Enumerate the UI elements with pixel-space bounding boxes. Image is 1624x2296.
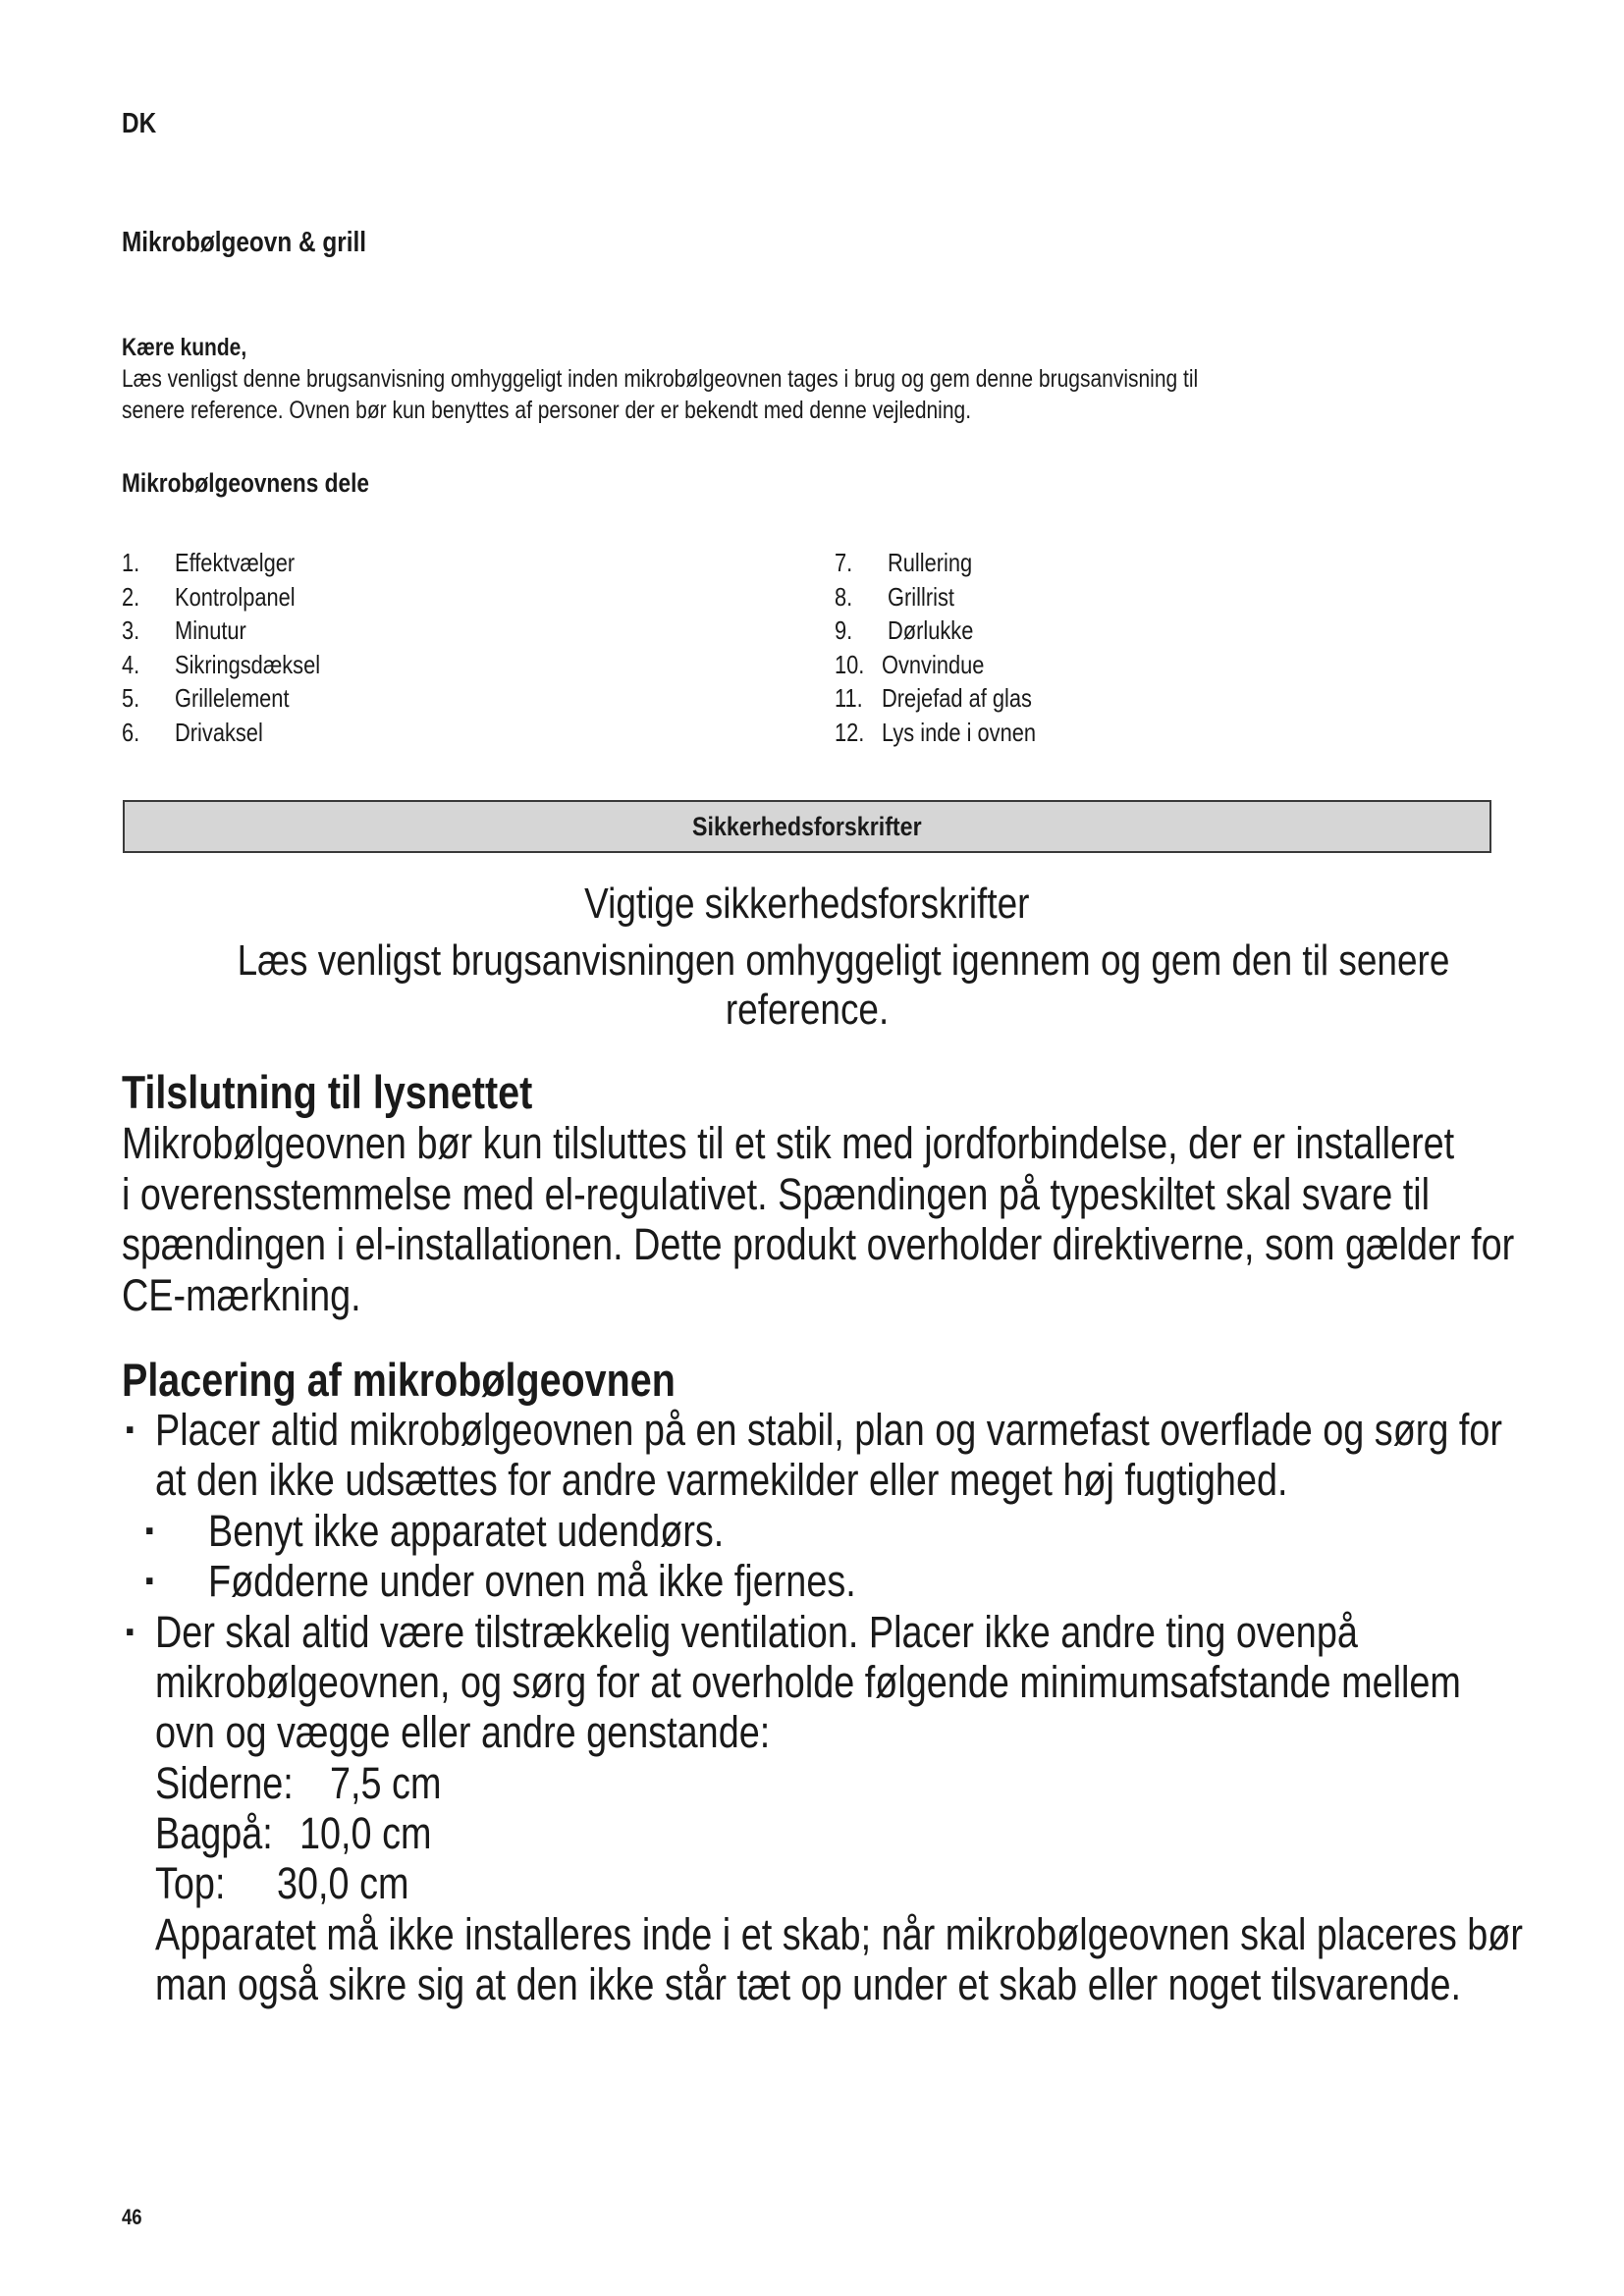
connection-line: spændingen i el-installationen. Dette produkt overholder direktiverne, som gælder for — [122, 1219, 1515, 1269]
connection-line: CE-mærkning. — [122, 1270, 361, 1320]
distance-label: Bagpå: — [155, 1808, 273, 1858]
distance-value: 7,5 cm — [330, 1758, 442, 1808]
item-label: Grillrist — [888, 581, 954, 612]
item-number: 12. — [835, 717, 865, 747]
intro-line: senere reference. Ovnen bør kun benyttes af personer der er bekendt med denne vejledning. — [122, 397, 972, 424]
item-label: Ovnvindue — [882, 649, 985, 679]
connection-line: Mikrobølgeovnen bør kun tilsluttes til et stik med jordforbindelse, der er installeret — [122, 1118, 1455, 1168]
list-item — [122, 580, 711, 614]
distance-value: 10,0 cm — [299, 1808, 432, 1858]
item-number: 3. — [122, 615, 140, 645]
list-item — [122, 614, 711, 648]
list-item — [835, 648, 1424, 682]
distance-label: Top: — [155, 1858, 226, 1908]
item-label: Lys inde i ovnen — [882, 717, 1037, 747]
bullet-marker: · — [124, 1405, 138, 1455]
item-label: Grillelement — [175, 683, 290, 713]
list-item — [122, 546, 711, 580]
item-label: Minutur — [175, 615, 246, 645]
parts-list-right — [835, 546, 1424, 749]
item-number: 11. — [835, 683, 863, 713]
bullet-marker: · — [143, 1506, 158, 1556]
list-item — [835, 580, 1424, 614]
bullet-text: Placer altid mikrobølgeovnen på en stabil, plan og varmefast overflade og sørg for — [155, 1405, 1503, 1455]
item-number: 6. — [122, 717, 140, 747]
item-label: Sikringsdæksel — [175, 649, 321, 679]
item-number: 7. — [835, 548, 853, 577]
item-label: Drivaksel — [175, 717, 263, 747]
list-item — [835, 716, 1424, 750]
important-title: Vigtige sikkerhedsforskrifter — [584, 880, 1030, 928]
list-item — [835, 614, 1424, 648]
closing-line: Apparatet må ikke installeres inde i et skab; når mikrobølgeovnen skal placeres bør — [155, 1909, 1523, 1959]
item-number: 4. — [122, 649, 140, 679]
bullet-text: mikrobølgeovnen, og sørg for at overholde følgende minimumsafstande mellem — [155, 1657, 1461, 1707]
item-label: Dørlukke — [888, 615, 974, 645]
bullet-marker: · — [143, 1556, 158, 1606]
list-item — [122, 716, 711, 750]
list-item — [122, 681, 711, 716]
parts-list-left — [122, 546, 711, 749]
item-number: 2. — [122, 581, 140, 612]
distance-value: 30,0 cm — [277, 1858, 409, 1908]
item-label: Rullering — [888, 548, 973, 577]
connection-heading: Tilslutning til lysnettet — [122, 1066, 533, 1118]
important-line: reference. — [725, 986, 890, 1034]
connection-line: i overensstemmelse med el-regulativet. Spændingen på typeskiltet skal svare til — [122, 1169, 1431, 1219]
item-number: 1. — [122, 548, 140, 577]
parts-heading: Mikrobølgeovnens dele — [122, 468, 370, 498]
placement-heading: Placering af mikrobølgeovnen — [122, 1354, 676, 1406]
item-number: 8. — [835, 581, 853, 612]
bullet-text: Benyt ikke apparatet udendørs. — [208, 1506, 725, 1556]
important-line: Læs venligst brugsanvisningen omhyggeligt igennem og gem den til senere — [237, 936, 1450, 985]
intro-line: Læs venligst denne brugsanvisning omhyggeligt inden mikrobølgeovnen tages i brug og gem denne brugsanvisning til — [122, 365, 1199, 393]
closing-line: man også sikre sig at den ikke står tæt op under et skab eller noget tilsvarende. — [155, 1959, 1462, 2009]
distance-label: Siderne: — [155, 1758, 294, 1808]
bullet-text: ovn og vægge eller andre genstande: — [155, 1707, 771, 1757]
item-number: 5. — [122, 683, 140, 713]
item-label: Kontrolpanel — [175, 581, 296, 612]
page-number: 46 — [122, 2205, 142, 2229]
bullet-text: Fødderne under ovnen må ikke fjernes. — [208, 1556, 856, 1606]
item-label: Effektvælger — [175, 548, 296, 577]
item-label: Drejefad af glas — [882, 683, 1032, 713]
list-item — [835, 681, 1424, 716]
list-item — [122, 648, 711, 682]
safety-section-bar: Sikkerhedsforskrifter — [123, 800, 1491, 853]
item-number: 9. — [835, 615, 853, 645]
bullet-text: at den ikke udsættes for andre varmekilder eller meget høj fugtighed. — [155, 1455, 1288, 1505]
bullet-marker: · — [124, 1607, 138, 1657]
list-item — [835, 546, 1424, 580]
bullet-text: Der skal altid være tilstrækkelig ventilation. Placer ikke andre ting ovenpå — [155, 1607, 1358, 1657]
item-number: 10. — [835, 649, 865, 679]
greeting: Kære kunde, — [122, 334, 247, 361]
document-title: Mikrobølgeovn & grill — [122, 227, 367, 258]
country-code: DK — [122, 108, 157, 139]
